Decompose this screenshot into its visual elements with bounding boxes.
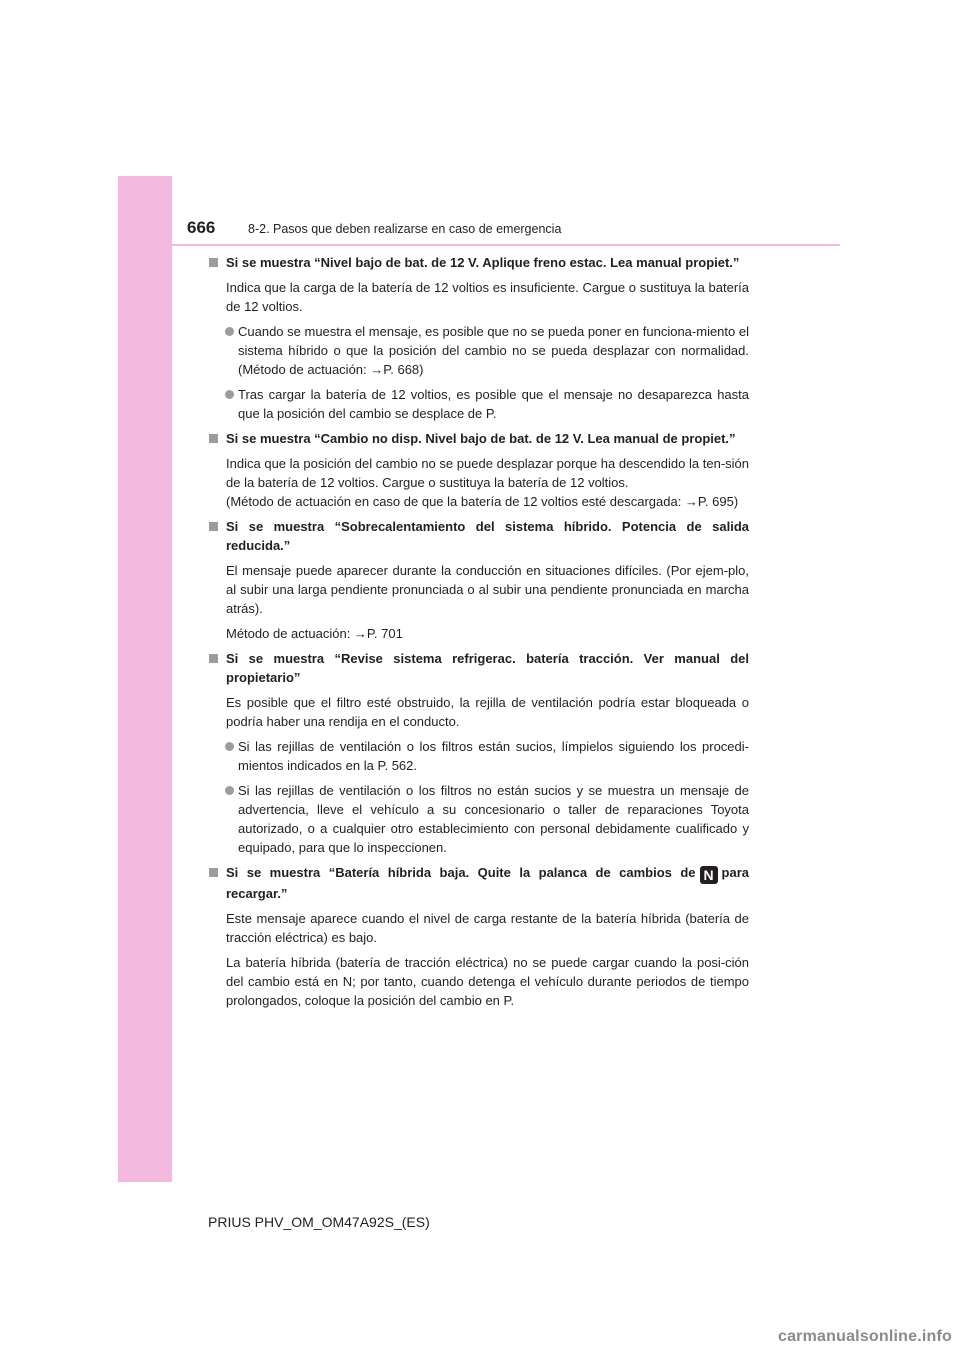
square-bullet-icon: [209, 522, 218, 531]
item-paragraph: Este mensaje aparece cuando el nivel de carga restante de la batería híbrida (batería de tracción eléctrica) es bajo.: [226, 911, 749, 945]
heading-text-before-key: Si se muestra “Batería híbrida baja. Quite la palanca de cambios de: [226, 865, 696, 880]
bullet-text: Si las rejillas de ventilación o los filtros están sucios, límpielos siguiendo los procedi-mientos indicados en la P. 562.: [238, 739, 749, 773]
message-item: [208, 517, 749, 643]
item-heading: Si se muestra “Nivel bajo de bat. de 12 V. Aplique freno estac. Lea manual propiet.”: [226, 255, 740, 270]
item-paragraph: Es posible que el filtro esté obstruido, la rejilla de ventilación podría estar bloqueada o podría haber una rendija en el conducto.: [226, 695, 749, 729]
item-paragraph: El mensaje puede aparecer durante la conducción en situaciones difíciles. (Por ejem-plo, al subir una larga pendiente pronunciada o al subir una pendiente pronunciada en marcha atrás).: [226, 563, 749, 616]
document-code: PRIUS PHV_OM_OM47A92S_(ES): [208, 1214, 430, 1230]
shift-n-key-icon: N: [700, 866, 718, 884]
message-item: [208, 863, 749, 1010]
page-number: 666: [187, 218, 216, 237]
item-heading: Si se muestra “Revise sistema refrigerac. batería tracción. Ver manual del propietario”: [226, 651, 749, 685]
item-heading: Si se muestra “Cambio no disp. Nivel bajo de bat. de 12 V. Lea manual de propiet.”: [226, 431, 736, 446]
bullet-text: Si las rejillas de ventilación o los filtros no están sucios y se muestra un mensaje de advertencia, lleve el vehículo a su concesionario o taller de reparaciones Toyota autorizado, o a cualquier otro establecimiento con personal debidamente cualificado y equipado, para que lo inspeccionen.: [238, 783, 749, 855]
item-paragraph: Método de actuación: →P. 701: [226, 626, 403, 641]
bullet-text: Tras cargar la batería de 12 voltios, es posible que el mensaje no desaparezca hasta que la posición del cambio se desplace de P.: [238, 387, 749, 421]
bullet-point: [226, 385, 749, 423]
square-bullet-icon: [209, 434, 218, 443]
square-bullet-icon: [209, 258, 218, 267]
circle-bullet-icon: [225, 786, 234, 795]
item-heading: Si se muestra “Sobrecalentamiento del sistema híbrido. Potencia de salida reducida.”: [226, 519, 749, 553]
heading-text-after-key: para recargar.”: [226, 865, 749, 901]
item-paragraph: Indica que la carga de la batería de 12 voltios es insuficiente. Cargue o sustituya la batería de 12 voltios.: [226, 280, 749, 314]
item-paragraph: La batería híbrida (batería de tracción eléctrica) no se puede cargar cuando la posi-ción del cambio está en N; por tanto, cuando detenga el vehículo durante periodos de tiempo prolongados, coloque la posición del cambio en P.: [226, 955, 749, 1008]
section-title: 8-2. Pasos que deben realizarse en caso de emergencia: [248, 222, 562, 236]
item-heading: [226, 863, 749, 903]
bullet-point: [226, 737, 749, 775]
circle-bullet-icon: [225, 390, 234, 399]
bullet-point: [226, 781, 749, 857]
bullet-point: [226, 322, 749, 379]
circle-bullet-icon: [225, 327, 234, 336]
message-item: [208, 649, 749, 857]
circle-bullet-icon: [225, 742, 234, 751]
bullet-text: Cuando se muestra el mensaje, es posible que no se pueda poner en funciona-miento el sistema híbrido o que la posición del cambio no se pueda desplazar con normalidad. (Método de actuación: →P. 668): [238, 324, 749, 377]
content-body: [208, 253, 749, 1016]
side-color-band: [118, 176, 172, 1182]
message-item: [208, 253, 749, 423]
square-bullet-icon: [209, 654, 218, 663]
message-item: [208, 429, 749, 511]
header-rule: [172, 244, 840, 246]
watermark: carmanualsonline.info: [777, 1328, 952, 1345]
item-paragraph: (Método de actuación en caso de que la batería de 12 voltios esté descargada: →P. 695): [226, 494, 739, 509]
item-paragraph: Indica que la posición del cambio no se puede desplazar porque ha descendido la ten-sión de la batería de 12 voltios. Cargue o sustituya la batería de 12 voltios.: [226, 456, 749, 490]
square-bullet-icon: [209, 868, 218, 877]
